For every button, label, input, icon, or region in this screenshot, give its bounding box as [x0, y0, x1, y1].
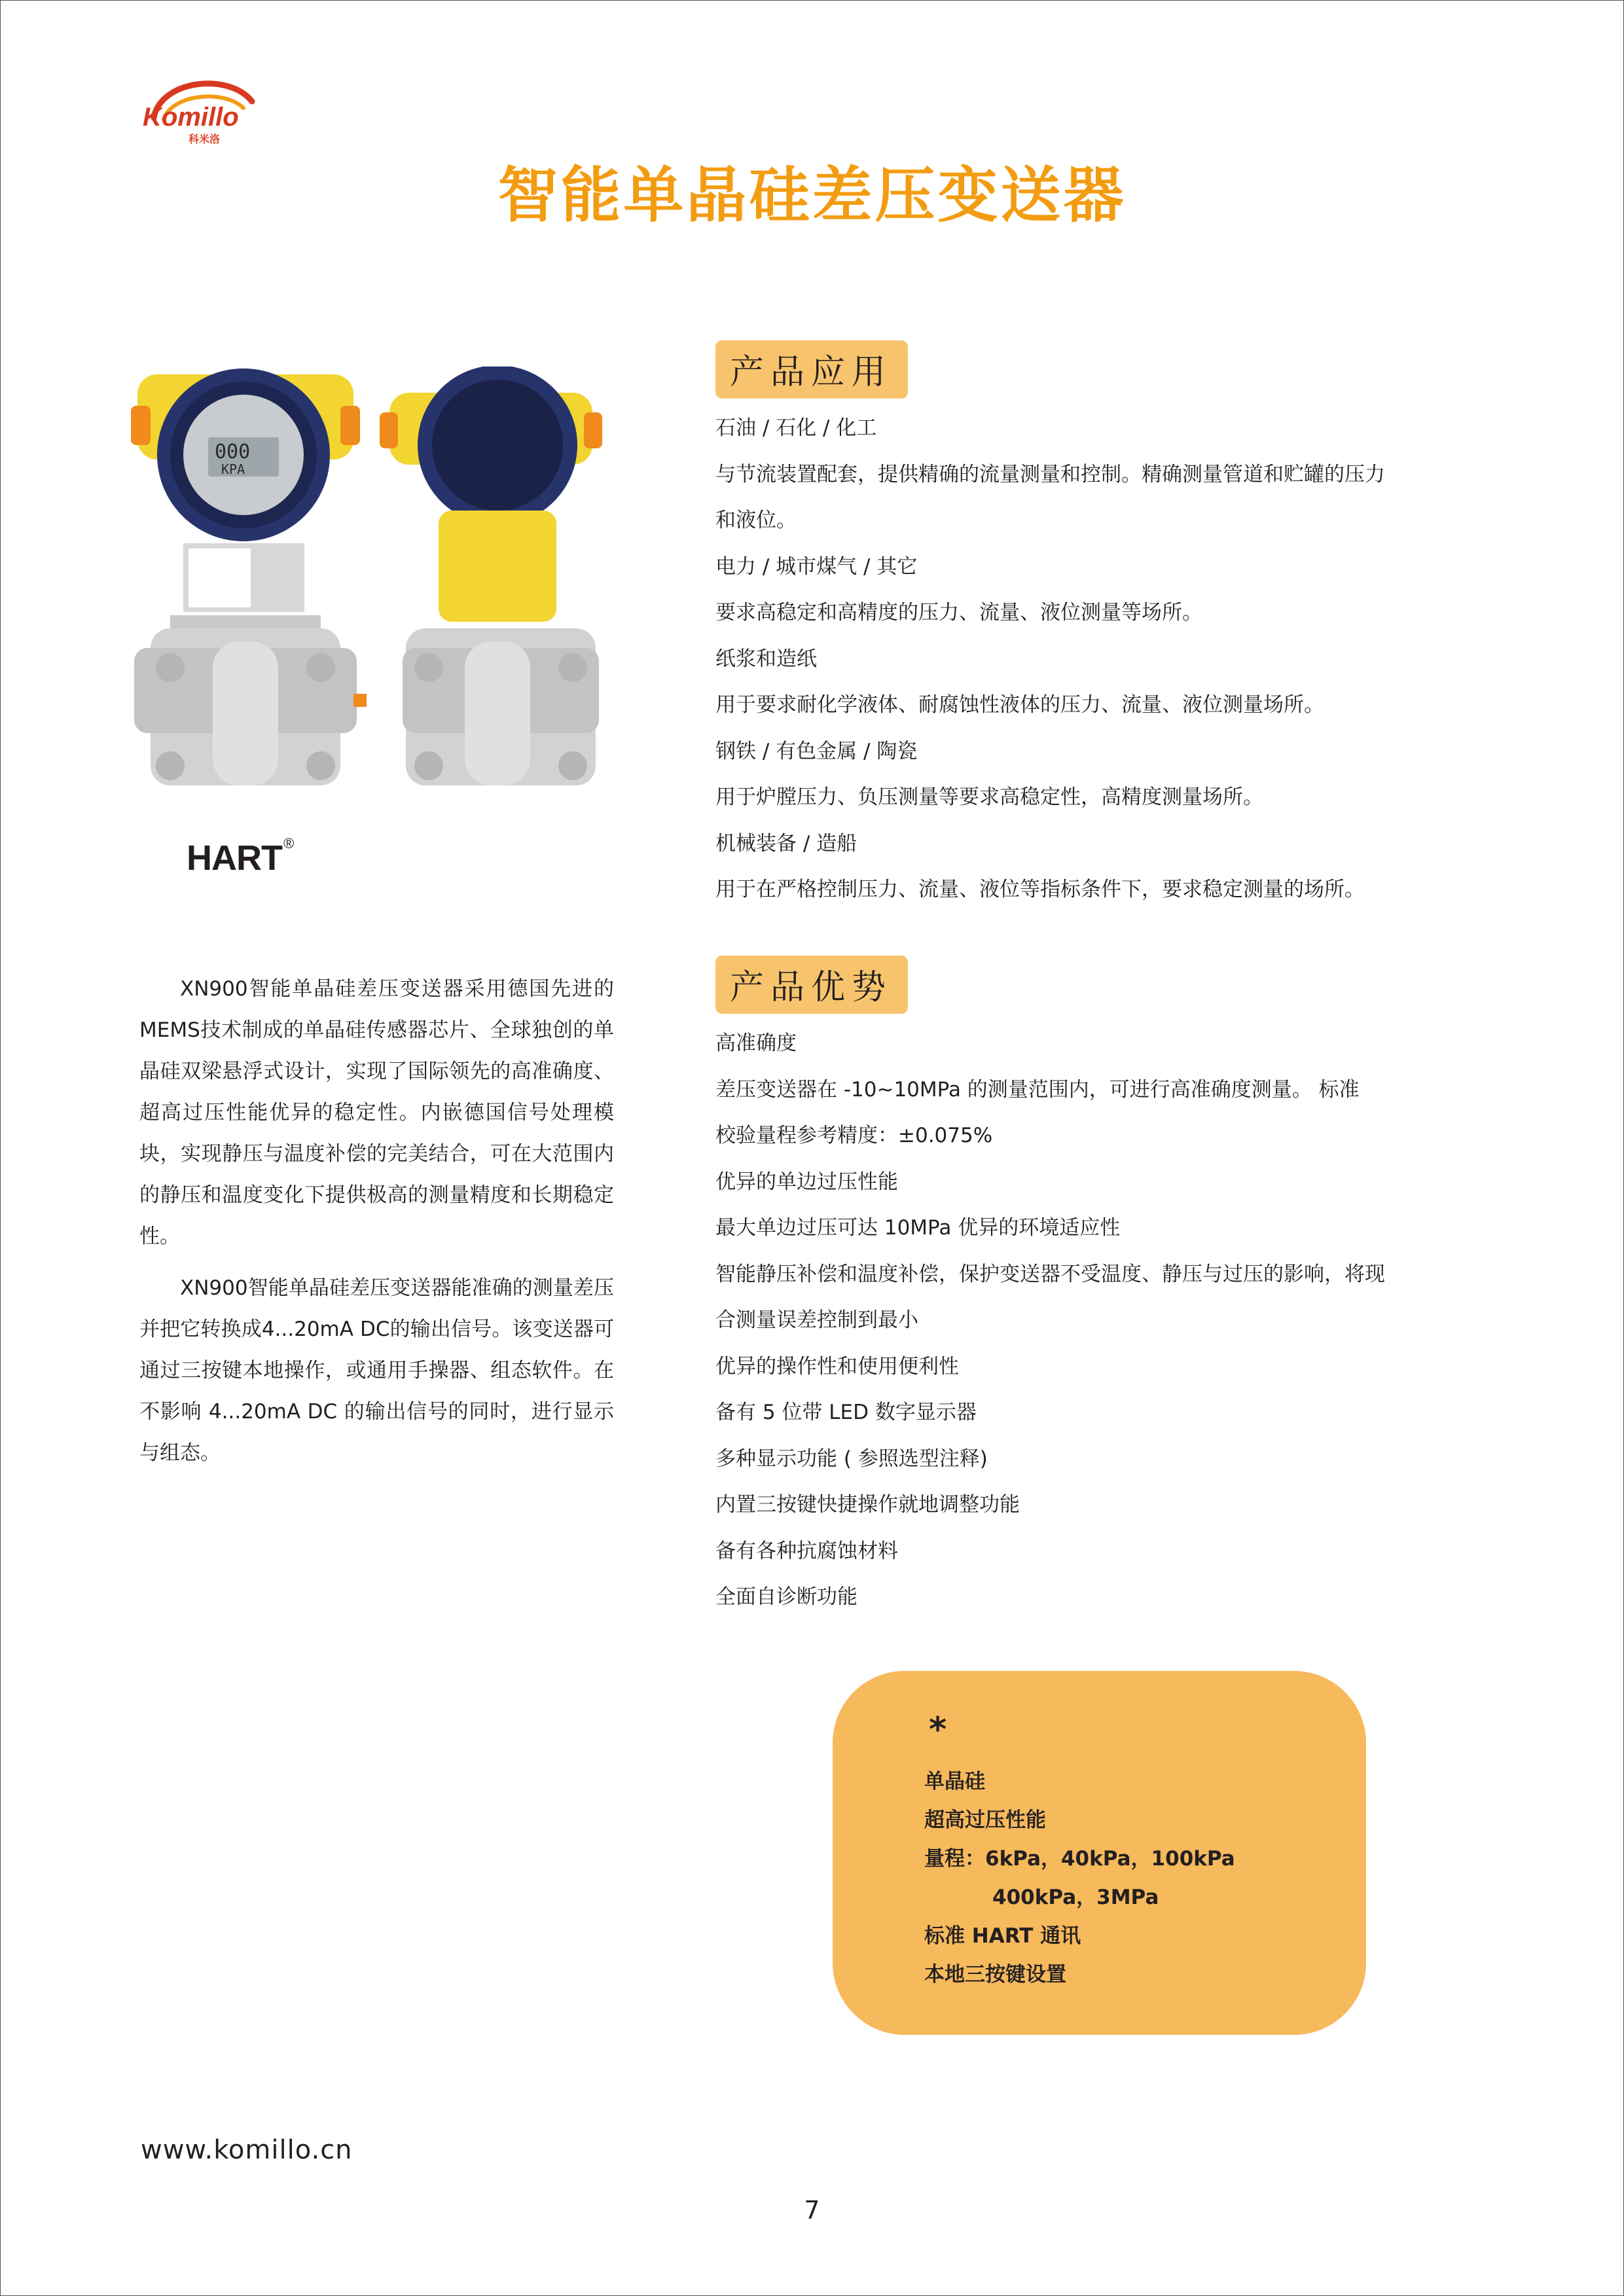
- brand-name: Komillo: [143, 103, 239, 132]
- highlight-line: 标准 HART 通讯: [924, 1924, 1081, 1948]
- applications-line: 用于炉膛压力、负压测量等要求高稳定性，高精度测量场所。: [715, 785, 1263, 809]
- hart-logo: [187, 835, 294, 878]
- hart-label: HART: [187, 838, 282, 878]
- advantages-list: [715, 1020, 1494, 1621]
- advantages-line: 优异的操作性和使用便利性: [715, 1354, 959, 1378]
- applications-line: 用于在严格控制压力、流量、液位等指标条件下，要求稳定测量的场所。: [715, 878, 1365, 901]
- advantages-line: 备有各种抗腐蚀材料: [715, 1539, 898, 1563]
- advantages-line: 内置三按键快捷操作就地调整功能: [715, 1493, 1020, 1516]
- highlight-list: [924, 1763, 1235, 1994]
- advantages-line: 备有 5 位带 LED 数字显示器: [715, 1401, 977, 1424]
- advantages-line: 智能静压补偿和温度补偿，保护变送器不受温度、静压与过压的影响，将现: [715, 1262, 1385, 1286]
- applications-line: 和液位。: [715, 509, 797, 532]
- applications-line: 要求高稳定和高精度的压力、流量、液位测量等场所。: [715, 601, 1202, 624]
- highlight-line: 量程：6kPa，40kPa，100kPa: [924, 1847, 1235, 1871]
- applications-line: 钢铁 / 有色金属 / 陶瓷: [715, 739, 918, 763]
- brand-sub: 科米洛: [189, 133, 221, 145]
- intro-paragraph: XN900智能单晶硅差压变送器能准确的测量差压并把它转换成4...20mA DC的输出信号。该变送器可通过三按键本地操作，或通用手操器、组态软件。在不影响 4...20mA DC 的输出信号的同时，进行显示与组态。: [139, 1276, 614, 1465]
- advantages-section: [715, 956, 1494, 1621]
- svg-text:KPA: KPA: [221, 461, 245, 477]
- highlight-box: [833, 1671, 1366, 2035]
- intro-paragraph: XN900智能单晶硅差压变送器采用德国先进的MEMS技术制成的单晶硅传感器芯片、全球独创的单晶硅双梁悬浮式设计，实现了国际领先的高准确度、超高过压性能优异的稳定性。内嵌德国信号处理模块，实现静压与温度补偿的完美结合，可在大范围内的静压和温度变化下提供极高的测量精度和长期稳定性。: [139, 977, 614, 1248]
- advantages-line: 全面自诊断功能: [715, 1585, 857, 1609]
- svg-text:000: 000: [215, 440, 251, 463]
- website-url[interactable]: www.komillo.cn: [141, 2135, 353, 2165]
- applications-line: 机械装备 / 造船: [715, 831, 857, 855]
- advantages-line: 校验量程参考精度：±0.075%: [715, 1124, 993, 1147]
- page-title: 智能单晶硅差压变送器: [497, 160, 1127, 230]
- star-mark: *: [929, 1710, 947, 1749]
- intro-text: [139, 969, 614, 1484]
- advantages-line: 最大单边过压可达 10MPa 优异的环境适应性: [715, 1216, 1121, 1240]
- page-number: 7: [804, 2196, 820, 2225]
- highlight-line: 400kPa，3MPa: [992, 1886, 1159, 1909]
- applications-list: [715, 405, 1494, 913]
- registered-mark: ®: [283, 835, 294, 852]
- komillo-logo: [137, 72, 268, 157]
- applications-section: [715, 340, 1494, 913]
- advantages-line: 多种显示功能 ( 参照选型注释): [715, 1446, 988, 1471]
- transmitter-side-view: [380, 367, 602, 785]
- advantages-line: 优异的单边过压性能: [715, 1170, 898, 1194]
- highlight-line: 本地三按键设置: [924, 1963, 1066, 1986]
- highlight-line: 单晶硅: [924, 1770, 985, 1793]
- applications-line: 石油 / 石化 / 化工: [715, 416, 877, 440]
- advantages-line: 差压变送器在 -10~10MPa 的测量范围内，可进行高准确度测量。 标准: [715, 1077, 1360, 1102]
- applications-heading: 产品应用: [715, 340, 908, 399]
- applications-line: 与节流装置配套，提供精确的流量测量和控制。精确测量管道和贮罐的压力: [715, 462, 1385, 486]
- advantages-line: 合测量误差控制到最小: [715, 1308, 918, 1332]
- product-photo: [131, 367, 628, 798]
- transmitter-front-view: [131, 368, 367, 785]
- highlight-line: 超高过压性能: [924, 1808, 1046, 1832]
- applications-line: 用于要求耐化学液体、耐腐蚀性液体的压力、流量、液位测量场所。: [715, 693, 1324, 717]
- applications-line: 纸浆和造纸: [715, 647, 817, 671]
- advantages-heading: 产品优势: [715, 956, 908, 1014]
- advantages-line: 高准确度: [715, 1031, 797, 1055]
- applications-line: 电力 / 城市煤气 / 其它: [715, 554, 918, 579]
